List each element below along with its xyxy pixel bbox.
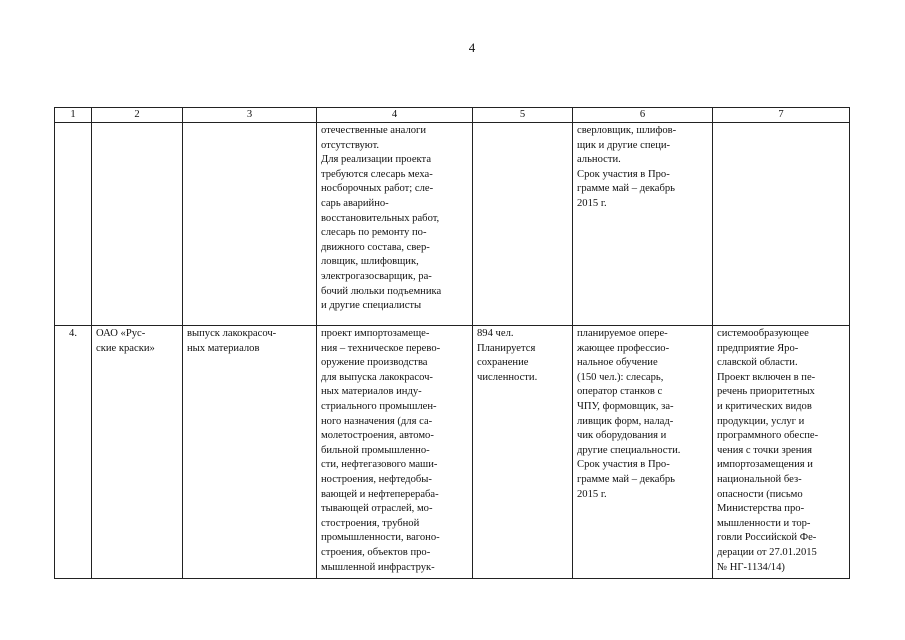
table-row xyxy=(55,326,850,579)
cell-activity: выпуск лакокрасоч- ных материалов xyxy=(183,326,317,579)
cell-notes: системообразующее предприятие Яро- славской области. Проект включен в пе- речень приоритетных и критических видов продукции, услуг и программного обеспе- чения с точки зрения импортозамещения и национальной без- опасности (письмо Министерства про- мышленности и тор- говли Российской Фе- дерации от 27.01.2015 № НГ-1134/14) xyxy=(713,326,850,579)
header-cell-1: 1 xyxy=(55,108,92,123)
header-cell-6: 6 xyxy=(573,108,713,123)
cell-notes xyxy=(713,123,850,326)
header-row xyxy=(55,108,850,123)
header-cell-3: 3 xyxy=(183,108,317,123)
cell-organization: ОАО «Рус- ские краски» xyxy=(92,326,183,579)
header-cell-2: 2 xyxy=(92,108,183,123)
table-row-continuation xyxy=(55,123,850,326)
header-cell-4: 4 xyxy=(317,108,473,123)
cell-training: планируемое опере- жающее профессио- нальное обучение (150 чел.): слесарь, оператор станков с ЧПУ, формовщик, за- ливщик форм, налад- чик оборудования и другие специальности. Срок участия в Про- грамме май – декабрь 2015 г. xyxy=(573,326,713,579)
data-table xyxy=(54,107,850,579)
cell-number xyxy=(55,123,92,326)
cell-activity xyxy=(183,123,317,326)
page-number: 4 xyxy=(468,40,476,55)
cell-headcount: 894 чел. Планируется сохранение численности. xyxy=(473,326,573,579)
header-cell-7: 7 xyxy=(713,108,850,123)
cell-headcount xyxy=(473,123,573,326)
cell-project: отечественные аналоги отсутствуют. Для реализации проекта требуются слесарь меха- носборочных работ; сле- сарь аварийно- восстановительных работ, слесарь по ремонту по- движного состава, свер- ловщик, шлифовщик, электрогазосварщик, ра- бочий люльки подъемника и другие специалисты xyxy=(317,123,473,326)
header-cell-5: 5 xyxy=(473,108,573,123)
cell-organization xyxy=(92,123,183,326)
cell-project: проект импортозамеще- ния – техническое перево- оружение производства для выпуска лакокрасоч- ных материалов инду- стриального промышлен- ного назначения (для са- молетостроения, автомо- бильной промышленно- сти, нефтегазового маши- ностроения, нефтедобы- вающей и нефтеперераба- тывающей отраслей, мо- стостроения, трубной промышленности, вагоно- строения, объектов про- мышленной инфраструк- xyxy=(317,326,473,579)
cell-training: сверловщик, шлифов- щик и другие специ- альности. Срок участия в Про- грамме май – декабрь 2015 г. xyxy=(573,123,713,326)
cell-number: 4. xyxy=(55,326,92,579)
